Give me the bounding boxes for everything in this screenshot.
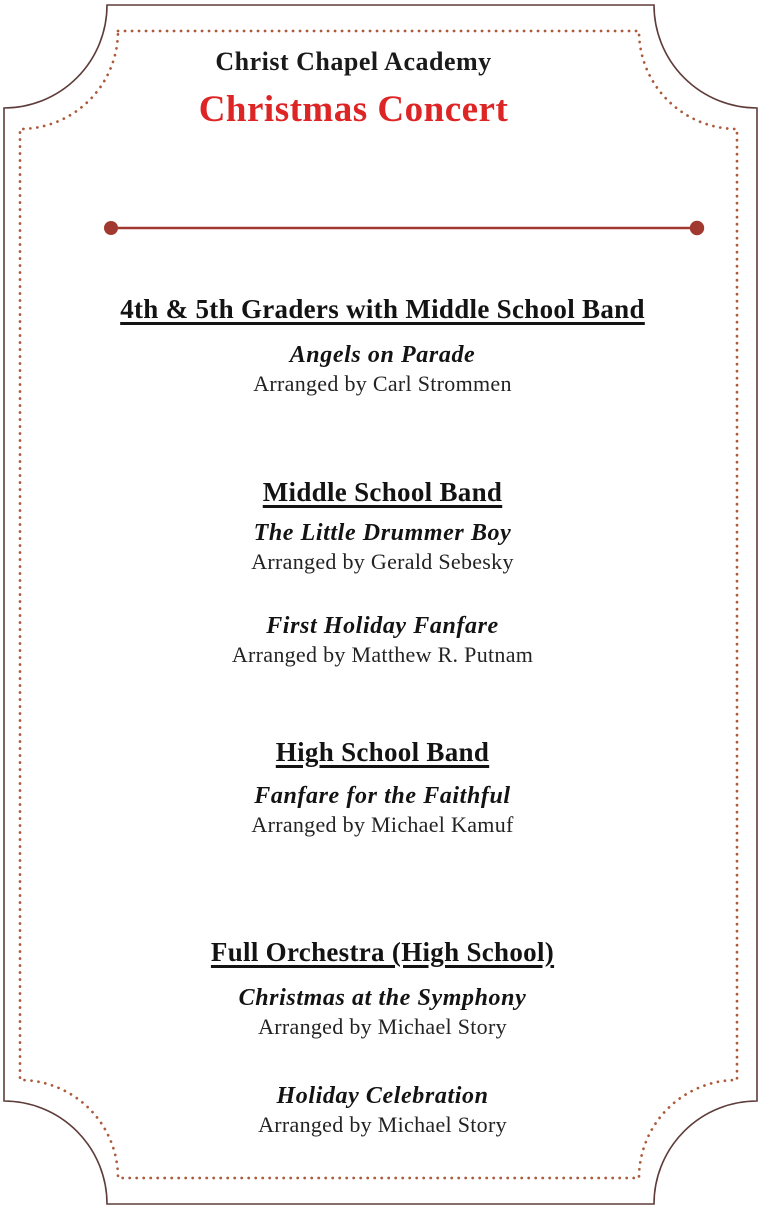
piece-credit: Arranged by Carl Strommen xyxy=(253,371,512,396)
piece-title: Fanfare for the Faithful xyxy=(254,783,511,809)
piece-credit: Arranged by Gerald Sebesky xyxy=(251,549,514,574)
piece-title: Angels on Parade xyxy=(289,342,476,368)
piece-credit: Arranged by Michael Kamuf xyxy=(251,812,514,837)
concert-title: Christmas Concert xyxy=(198,88,509,130)
piece-credit: Arranged by Michael Story xyxy=(258,1112,507,1137)
school-name: Christ Chapel Academy xyxy=(215,47,492,76)
section-divider xyxy=(0,210,765,246)
ensemble-heading: High School Band xyxy=(275,737,490,767)
program-piece xyxy=(0,781,765,839)
divider-right-dot xyxy=(690,221,704,235)
ensemble-heading: Middle School Band xyxy=(262,477,503,507)
program-piece xyxy=(0,1081,765,1139)
program-piece xyxy=(0,518,765,576)
piece-credit: Arranged by Michael Story xyxy=(258,1014,507,1039)
program-piece xyxy=(0,340,765,398)
piece-title: The Little Drummer Boy xyxy=(253,520,512,546)
piece-credit: Arranged by Matthew R. Putnam xyxy=(231,642,534,667)
ensemble-heading: 4th & 5th Graders with Middle School Band xyxy=(120,294,645,324)
program-header xyxy=(0,46,736,132)
program-piece xyxy=(0,983,765,1041)
piece-title: Christmas at the Symphony xyxy=(238,985,527,1011)
ensemble-heading: Full Orchestra (High School) xyxy=(210,937,555,967)
program-piece xyxy=(0,611,765,669)
piece-title: First Holiday Fanfare xyxy=(266,613,499,639)
divider-left-dot xyxy=(104,221,118,235)
piece-title: Holiday Celebration xyxy=(276,1083,489,1109)
